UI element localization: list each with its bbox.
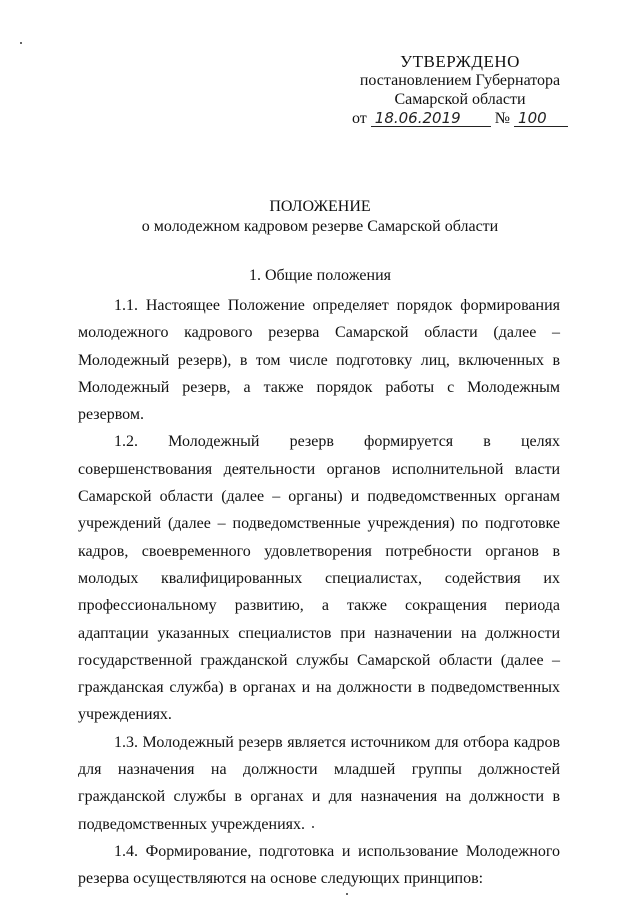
date-prefix: от bbox=[352, 110, 367, 127]
document-body bbox=[78, 292, 560, 893]
paragraph-1-2: 1.2. Молодежный резерв формируется в целях совершенствования деятельности органов исполнительной власти Самарской области (далее – органы) и подведомственных органам учреждений (далее – подведомственные учреждения) по подготовке кадров, своевременного удовлетворения потребности органов в молодых квалифицированных специалистах, содействия их профессиональному развитию, а также сокращения периода адаптации указанных специалистов при назначении на должности государственной гражданской службы Самарской области (далее – гражданская служба) в органах и на должности в подведомственных учреждениях. bbox=[78, 433, 560, 724]
scan-speck bbox=[346, 893, 348, 895]
handwritten-date: 18.06.2019 bbox=[371, 110, 491, 127]
paragraph-1-1: 1.1. Настоящее Положение определяет порядок формирования молодежного кадрового резерва Самарской области (далее – Молодежный резерв), в том числе подготовку лиц, включенных в Молодежный резерв, а также порядок работы с Молодежным резервом. bbox=[78, 297, 560, 424]
document-title: ПОЛОЖЕНИЕ bbox=[269, 198, 371, 215]
document-subtitle: о молодежном кадровом резерве Самарской области bbox=[141, 218, 499, 235]
scan-speck bbox=[20, 42, 22, 44]
scan-speck bbox=[312, 826, 314, 828]
approval-date-line bbox=[330, 109, 590, 128]
approval-line-decree: постановлением Губернатора bbox=[359, 72, 561, 89]
paragraph-1-3: 1.3. Молодежный резерв является источником для отбора кадров для назначения на должности младшей группы должностей гражданской службы в органах и для назначения на должности в подведомственных учреждениях. bbox=[78, 733, 560, 833]
handwritten-number: 100 bbox=[514, 110, 568, 127]
section-heading: 1. Общие положения bbox=[248, 267, 392, 284]
approval-stamp bbox=[330, 52, 590, 128]
approval-line-region: Самарской области bbox=[394, 91, 526, 108]
number-prefix: № bbox=[494, 110, 511, 127]
approval-title: УТВЕРЖДЕНО bbox=[400, 52, 520, 71]
paragraph-1-4: 1.4. Формирование, подготовка и использование Молодежного резерва осуществляются на основе следующих принципов: bbox=[78, 842, 560, 888]
